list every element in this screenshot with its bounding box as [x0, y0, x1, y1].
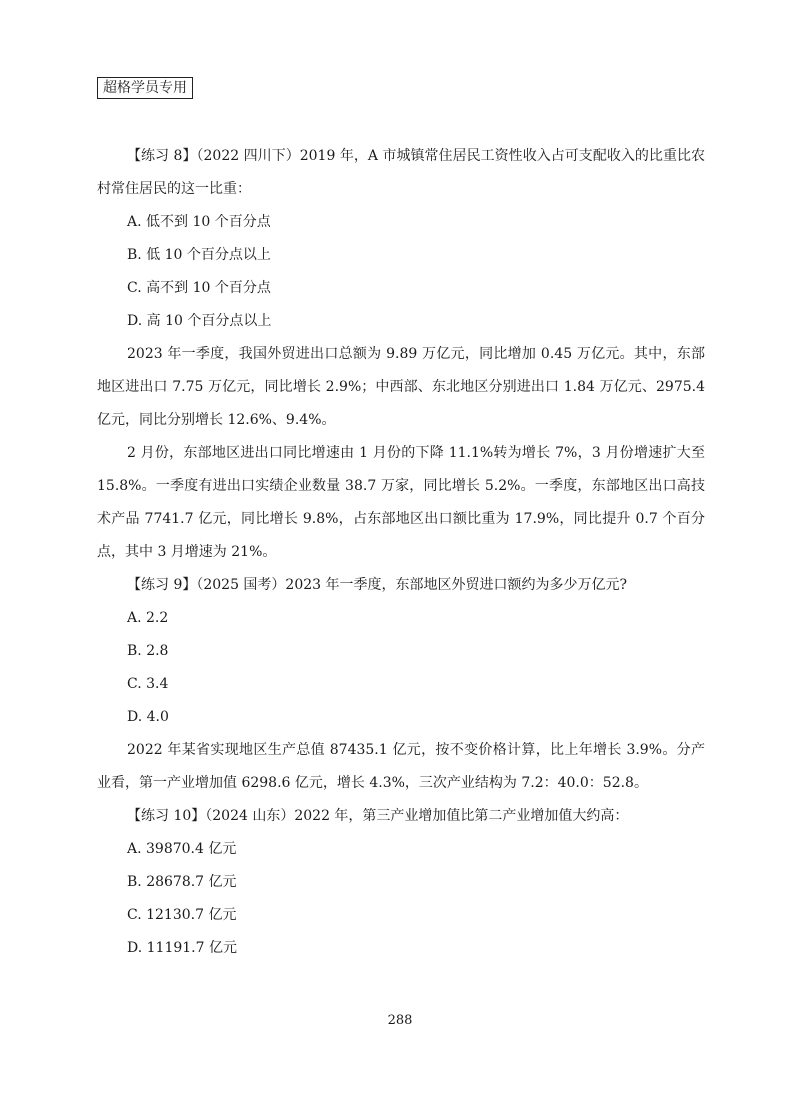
question-9-option-b: B. 2.8 — [127, 643, 169, 659]
question-10-option-d: D. 11191.7 亿元 — [127, 940, 237, 956]
question-10-option-b: B. 28678.7 亿元 — [127, 874, 237, 890]
question-10-stem: 【练习 10】（2024 山东）2022 年，第三产业增加值比第二产业增加值大约高： — [127, 808, 629, 824]
question-9-stem: 【练习 9】（2025 国考）2023 年一季度，东部地区外贸进口额约为多少万亿元? — [127, 577, 628, 593]
question-9-option-c: C. 3.4 — [127, 676, 169, 692]
question-8-option-b: B. 低 10 个百分点以上 — [127, 247, 271, 263]
question-8-option-c: C. 高不到 10 个百分点 — [127, 280, 271, 296]
material-1-paragraph-1: 2023 年一季度，我国外贸进出口总额为 9.89 万亿元，同比增加 0.45 万亿元。其中，东部地区进出口 7.75 万亿元，同比增长 2.9%；中西部、东北地区分别进出口 1.84 万亿元、2975.4 亿元，同比分别增长 12.6%、9.4%。 — [97, 346, 705, 428]
question-10-option-c: C. 12130.7 亿元 — [127, 907, 237, 923]
page-number: 288 — [387, 1013, 413, 1028]
question-8-option-a: A. 低不到 10 个百分点 — [127, 214, 271, 230]
student-only-badge: 超格学员专用 — [97, 77, 193, 99]
material-2-paragraph: 2022 年某省实现地区生产总值 87435.1 亿元，按不变价格计算，比上年增长 3.9%。分产业看，第一产业增加值 6298.6 亿元，增长 4.3%，三次产业结构为 7.2：40.0：52.8。 — [97, 742, 705, 791]
question-9-option-a: A. 2.2 — [127, 610, 169, 626]
question-8-stem: 【练习 8】（2022 四川下）2019 年，A 市城镇常住居民工资性收入占可支配收入的比重比农村常住居民的这一比重： — [97, 148, 705, 197]
material-1-paragraph-2: 2 月份，东部地区进出口同比增速由 1 月份的下降 11.1%转为增长 7%，3 月份增速扩大至 15.8%。一季度有进出口实绩企业数量 38.7 万家，同比增长 5.2%。一季度，东部地区出口高技术产品 7741.7 亿元，同比增长 9.8%，占东部地区出口额比重为 17.9%，同比提升 0.7 个百分点，其中 3 月增速为 21%。 — [97, 445, 705, 560]
question-9-option-d: D. 4.0 — [127, 709, 169, 725]
question-10-option-a: A. 39870.4 亿元 — [127, 841, 237, 857]
page-content — [97, 140, 705, 965]
question-8-option-d: D. 高 10 个百分点以上 — [127, 313, 272, 329]
